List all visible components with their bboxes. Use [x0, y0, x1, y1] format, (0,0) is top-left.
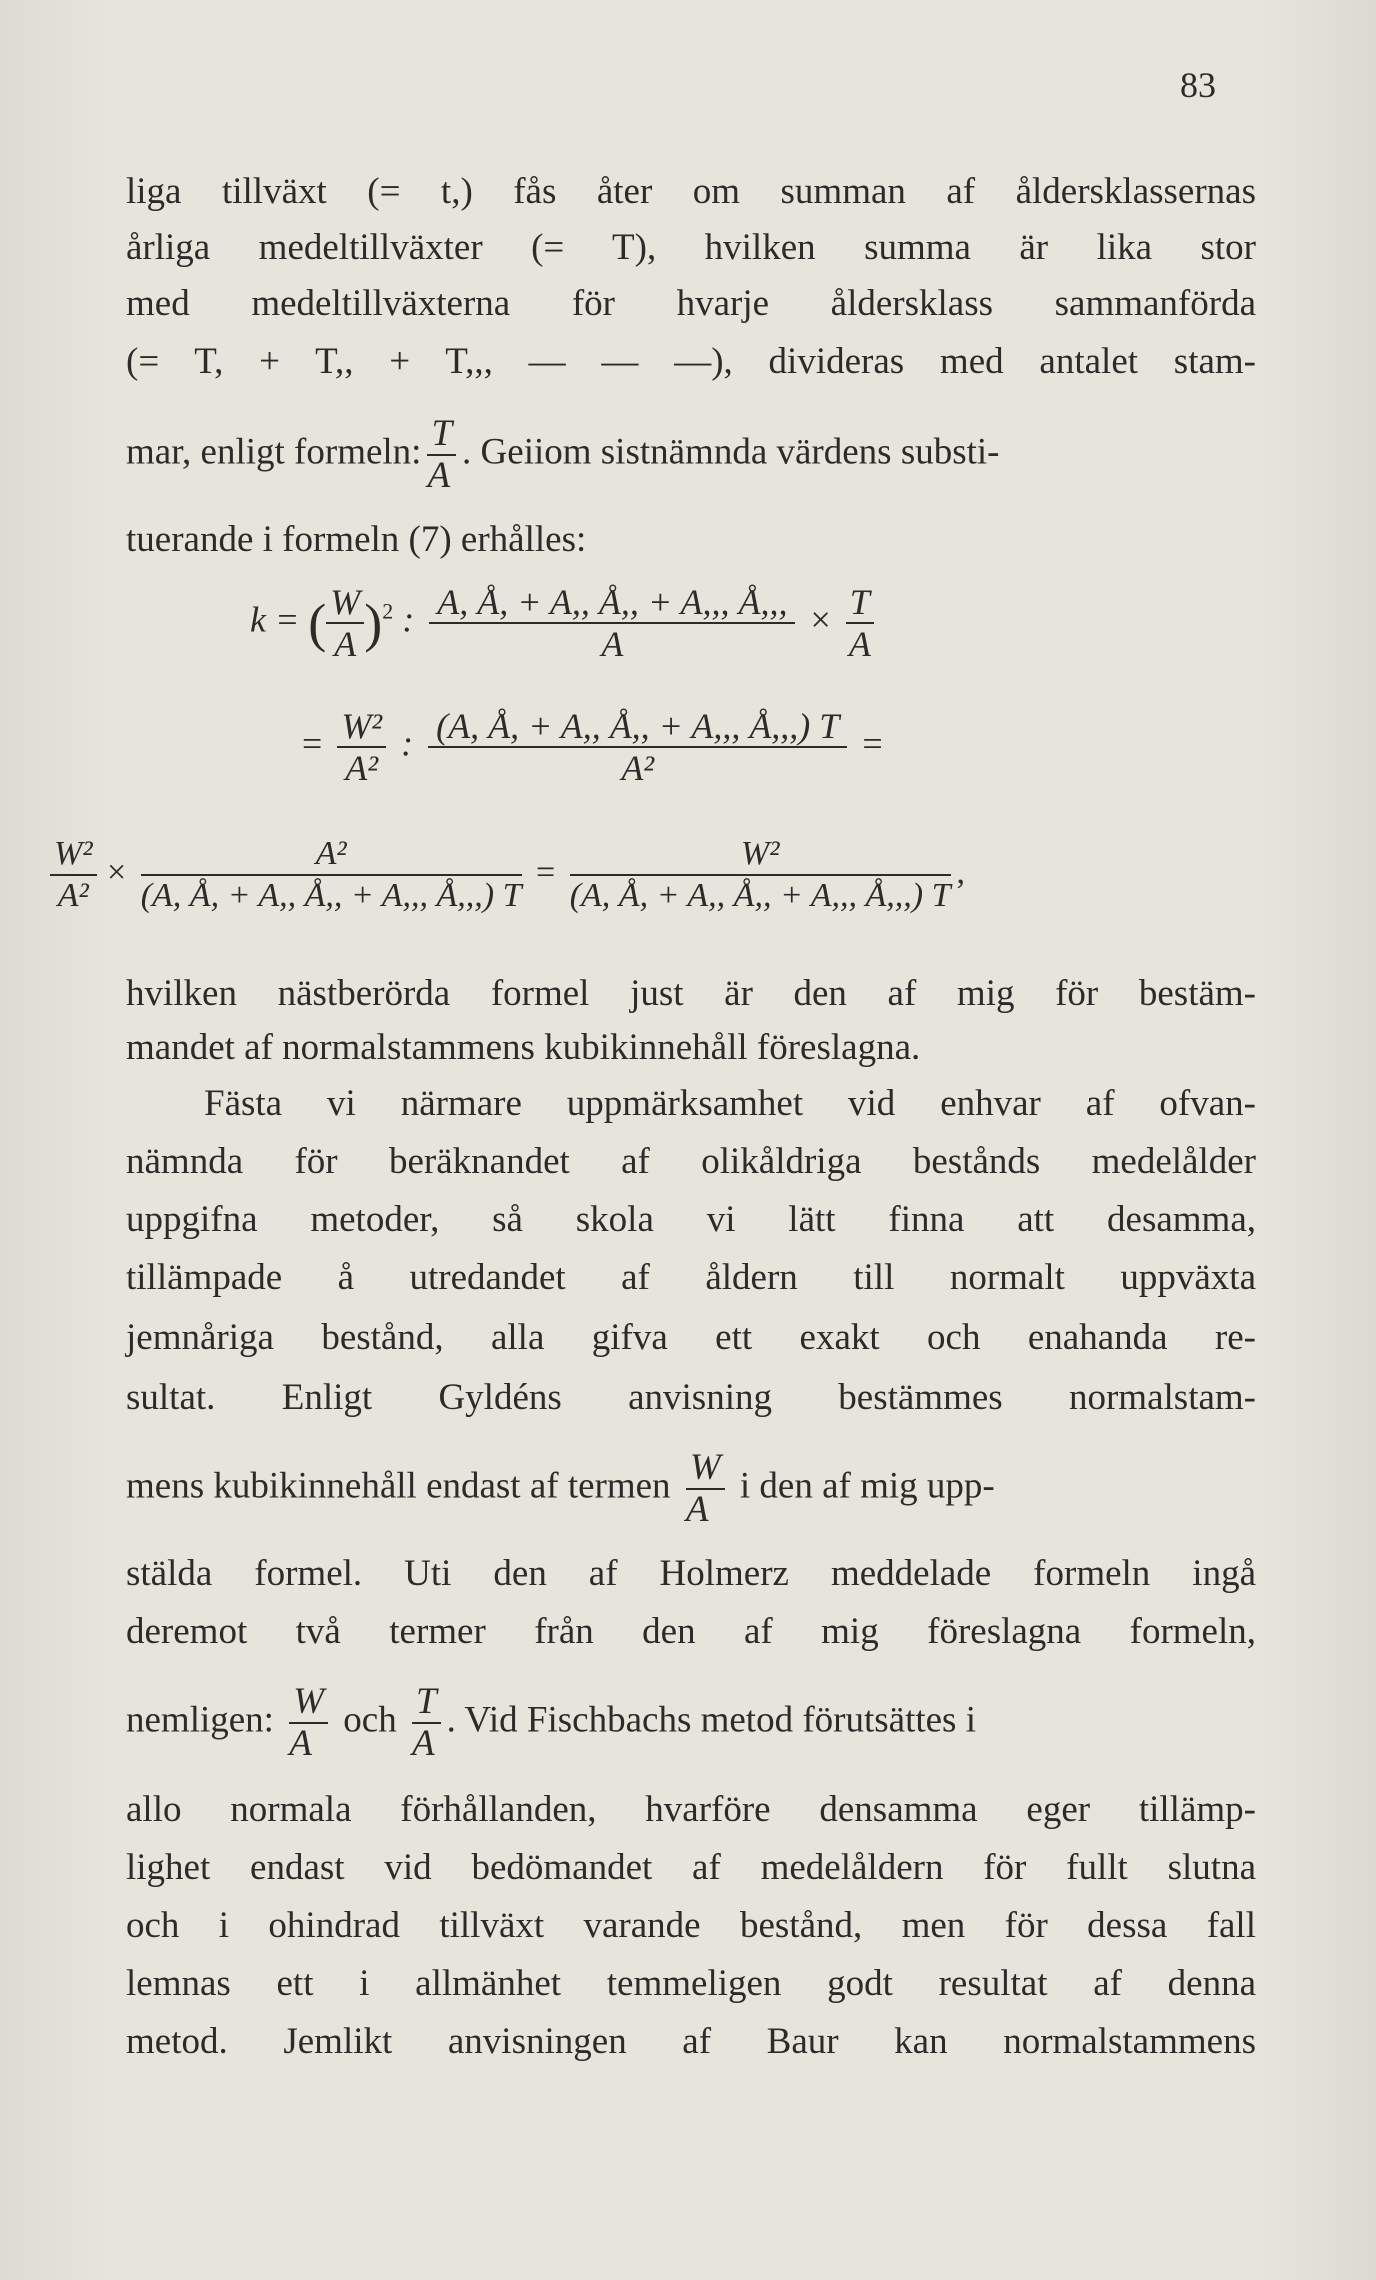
text-line: Fästa vi närmare uppmärksamhet vid enhvar af ofvan- — [204, 1083, 1256, 1124]
frac-numerator: W — [326, 582, 364, 624]
text-line: lemnas ett i allmänhet temmeligen godt resultat af denna — [126, 1963, 1256, 2004]
colon-operator: : — [401, 723, 414, 764]
text-line-formula — [126, 1682, 1256, 1764]
fraction-w-over-a — [686, 1448, 725, 1530]
frac-denominator: (A, Å, + A,, Å,, + A,,, Å,,,) T — [140, 877, 522, 914]
frac-numerator: W — [686, 1448, 725, 1490]
frac-numerator: A² — [141, 834, 522, 876]
text-line-formula — [126, 1448, 1256, 1530]
comma: , — [956, 853, 966, 891]
frac-numerator: W² — [337, 706, 386, 748]
text-line: sultat. Enligt Gyldéns anvisning bestämmes normalstam- — [126, 1377, 1256, 1418]
fraction-w2-over-a2 — [337, 706, 386, 788]
text-line: allo normala förhållanden, hvarföre densamma eger tillämp- — [126, 1789, 1256, 1830]
text-line: stälda formel. Uti den af Holmerz meddelade formeln ingå — [126, 1553, 1256, 1594]
text-line-formula — [126, 414, 1256, 496]
frac-denominator: A² — [345, 748, 379, 788]
text-line: jemnåriga bestånd, alla gifva ett exakt och enahanda re- — [126, 1317, 1256, 1358]
frac-denominator: A² — [57, 877, 89, 914]
fraction-t-over-a — [846, 582, 874, 664]
equation-1: k = ( $\frac{W}{A}$ )$^2$ : $\frac{A, Å, + A,, Å,, + A,,, Å,,,}{A}$ × $\frac{T}{A}$ — [250, 582, 880, 664]
text-line: lighet endast vid bedömandet af medelåldern för fullt slutna — [126, 1847, 1256, 1888]
equals-operator: = — [862, 723, 883, 764]
text-line: tillämpade å utredandet af åldern till normalt uppväxta — [126, 1257, 1256, 1298]
frac-denominator: A — [427, 455, 451, 496]
text-segment: i den af mig upp- — [739, 1465, 995, 1507]
equation-2 — [302, 706, 883, 788]
frac-numerator: T — [427, 414, 456, 456]
frac-numerator: W² — [570, 834, 951, 876]
frac-numerator: T — [846, 582, 874, 624]
text-segment: nemligen: — [126, 1699, 274, 1741]
equals-operator: = — [302, 723, 323, 764]
frac-denominator: A — [289, 1723, 312, 1764]
text-line: (= T, + T,, + T,,, — — —), divideras med antalet stam- — [126, 341, 1256, 382]
fraction-w-over-a — [326, 582, 364, 664]
text-line: tuerande i formeln (7) erhålles: — [126, 519, 587, 560]
colon-operator: : — [402, 599, 415, 640]
text-line: med medeltillväxterna för hvarje åldersklass sammanförda — [126, 283, 1256, 324]
text-line: hvilken nästberörda formel just är den af mig för bestäm- — [126, 973, 1256, 1014]
text-line: nämnda för beräknandet af olikåldriga bestånds medelålder — [126, 1141, 1256, 1182]
fraction-w2-over-a2 — [50, 834, 97, 916]
page-number: 83 — [1180, 65, 1216, 105]
frac-numerator: T — [412, 1682, 441, 1724]
text-segment: mar, enligt formeln: — [126, 431, 422, 473]
fraction-w2-over-sum — [570, 834, 951, 916]
frac-denominator: A — [685, 1489, 709, 1530]
fraction-sum — [429, 582, 795, 664]
frac-numerator: (A, Å, + A,, Å,, + A,,, Å,,,) T — [428, 706, 847, 748]
frac-numerator: W — [289, 1682, 328, 1724]
frac-denominator: A² — [621, 748, 655, 788]
frac-numerator: W² — [50, 834, 97, 876]
equals-operator: = — [536, 853, 556, 891]
frac-denominator: (A, Å, + A,, Å,, + A,,, Å,,,) T — [569, 877, 951, 914]
text-line: mandet af normalstammens kubikinnehåll föreslagna. — [126, 1027, 921, 1068]
frac-denominator: A — [601, 624, 624, 664]
text-line: uppgifna metoder, så skola vi lätt finna att desamma, — [126, 1199, 1256, 1240]
eq-lhs: k = — [250, 599, 300, 640]
frac-denominator: A — [411, 1723, 435, 1764]
text-segment: och — [343, 1699, 397, 1741]
times-operator: × — [107, 853, 127, 891]
fraction-w-over-a — [289, 1682, 328, 1764]
frac-numerator: A, Å, + A,, Å,, + A,,, Å,,, — [429, 582, 795, 624]
fraction-sum-t — [428, 706, 847, 788]
text-segment: . Geiiom sistnämnda värdens substi- — [462, 431, 1000, 473]
text-line: liga tillväxt (= t,) fås åter om summan af åldersklassernas — [126, 171, 1256, 212]
text-line: och i ohindrad tillväxt varande bestånd, men för dessa fall — [126, 1905, 1256, 1946]
text-line: årliga medeltillväxter (= T), hvilken summa är lika stor — [126, 227, 1256, 268]
frac-denominator: A — [334, 624, 357, 664]
fraction-t-over-a — [427, 414, 456, 496]
frac-denominator: A — [848, 624, 871, 664]
times-operator: × — [810, 599, 831, 640]
fraction-t-over-a — [412, 1682, 441, 1764]
text-line: deremot två termer från den af mig föreslagna formeln, — [126, 1611, 1256, 1652]
fraction-a2-over-sum — [141, 834, 522, 916]
equation-3 — [48, 834, 965, 916]
text-segment: . Vid Fischbachs metod förutsättes i — [446, 1699, 976, 1741]
text-segment: mens kubikinnehåll endast af termen — [126, 1465, 671, 1507]
text-line: metod. Jemlikt anvisningen af Baur kan normalstammens — [126, 2021, 1256, 2062]
exponent: 2 — [382, 598, 394, 624]
